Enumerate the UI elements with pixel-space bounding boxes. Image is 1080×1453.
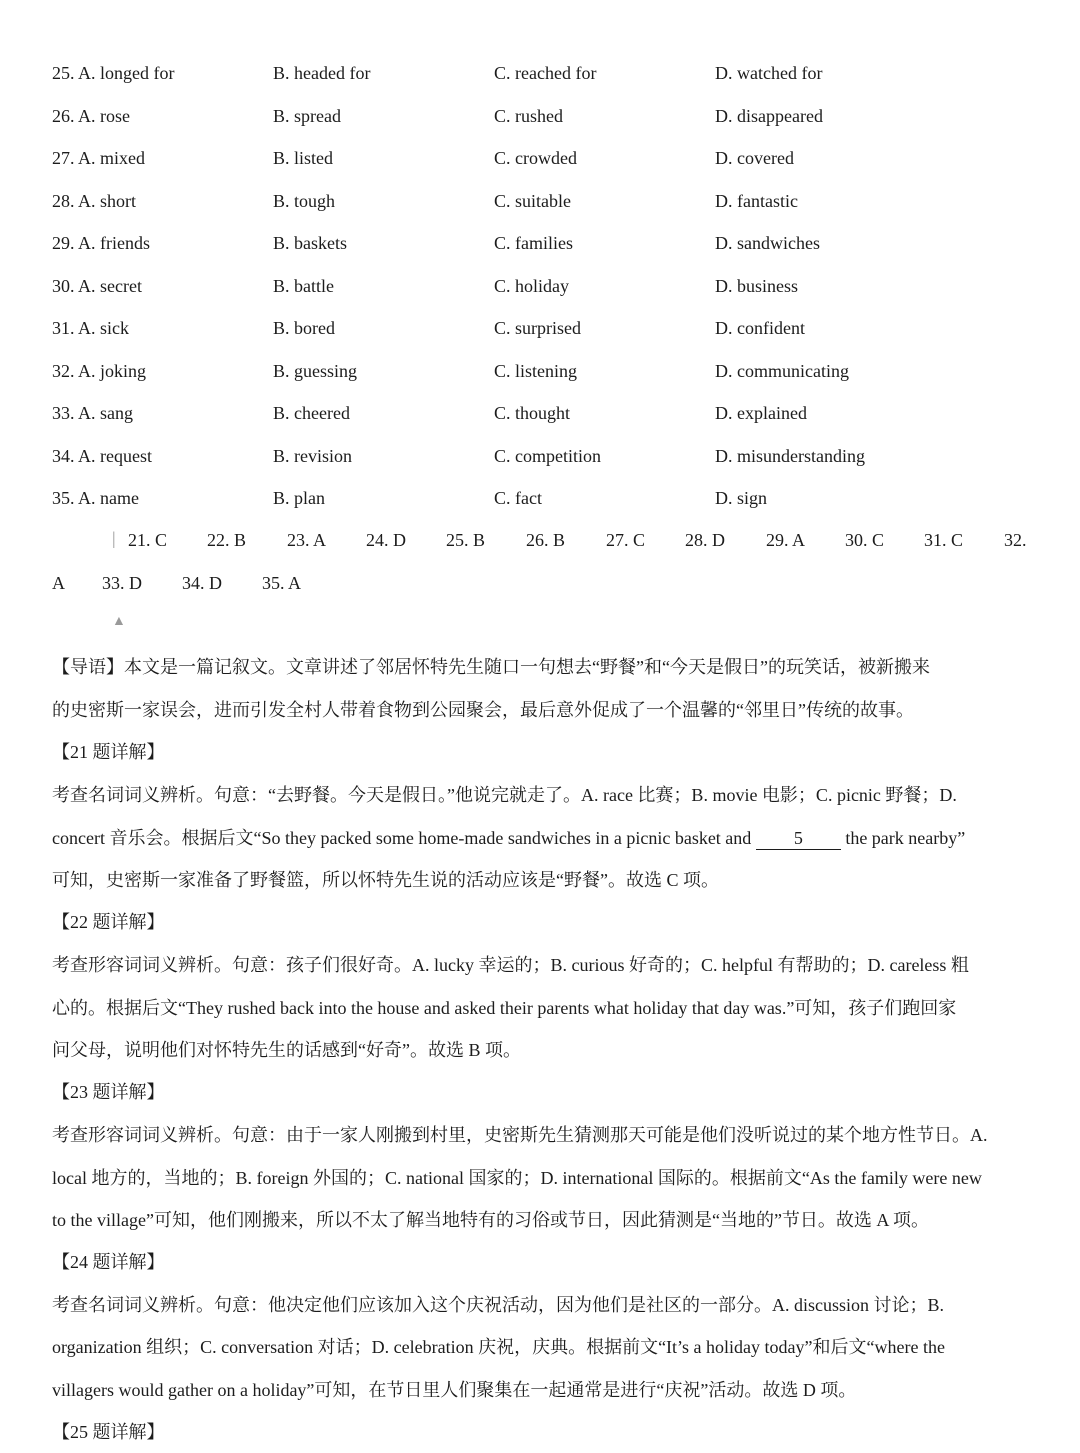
blank-field: 5 — [756, 827, 841, 850]
smudge-mark: ▲ — [112, 614, 126, 629]
option-row — [0, 308, 1080, 348]
answer: A — [52, 573, 65, 593]
q21-line-2: concert 音乐会。根据后文“So they packed some home-made sandwiches in a picnic basket and 5 the park nearby” — [52, 828, 966, 848]
q21-line-1: 考查名词词义辨析。句意：“去野餐。今天是假日。”他说完就走了。A. race 比赛；B. movie 电影；C. picnic 野餐；D. — [52, 785, 957, 805]
smudge-mark: | — [112, 528, 116, 548]
option-row — [0, 436, 1080, 476]
option-c: C. thought — [494, 403, 571, 423]
q21-line-3: 可知，史密斯一家准备了野餐篮，所以怀特先生说的活动应该是“野餐”。故选 C 项。 — [52, 870, 719, 890]
option-row — [0, 53, 1080, 93]
q23-line-1: 考查形容词词义辨析。句意：由于一家人刚搬到村里，史密斯先生猜测那天可能是他们没听说过的某个地方性节日。A. — [52, 1125, 988, 1145]
option-a: 31. A. sick — [52, 318, 130, 338]
option-row — [0, 223, 1080, 263]
q22-line-2: 心的。根据后文“They rushed back into the house and asked their parents what holiday that day was.”可知，孩子们跑回家 — [52, 998, 957, 1018]
option-d: D. fantastic — [715, 190, 798, 211]
guide-line-2: 的史密斯一家误会，进而引发全村人带着食物到公园聚会，最后意外促成了一个温馨的“邻里日”传统的故事。 — [52, 700, 914, 720]
answer: 22. B — [207, 530, 247, 550]
option-b: B. tough — [273, 190, 336, 211]
option-c: C. rushed — [494, 105, 563, 126]
option-a: 33. A. sang — [52, 403, 133, 423]
answer: 23. A — [287, 530, 327, 550]
answer-key-row-1 — [0, 520, 1080, 560]
answer-key-row-2 — [0, 563, 1080, 603]
option-b: B. cheered — [273, 403, 350, 423]
option-b: B. battle — [273, 275, 334, 296]
answer: 21. C — [128, 530, 168, 550]
option-a: 30. A. secret — [52, 275, 142, 296]
option-d: D. misunderstanding — [715, 445, 865, 466]
option-d: D. explained — [715, 403, 807, 423]
option-c: C. competition — [494, 445, 601, 466]
answer: 27. C — [606, 530, 646, 550]
option-d: D. confident — [715, 318, 805, 338]
option-b: B. bored — [273, 318, 335, 338]
option-d: D. sign — [715, 488, 768, 508]
option-c: C. fact — [494, 488, 542, 508]
guide-line-1: 【导语】本文是一篇记叙文。文章讲述了邻居怀特先生随口一句想去“野餐”和“今天是假日”的玩笑话，被新搬来 — [52, 657, 930, 677]
option-d: D. watched for — [715, 63, 823, 83]
option-row — [0, 181, 1080, 221]
option-c: C. holiday — [494, 275, 569, 296]
q23-line-3: to the village”可知，他们刚搬来，所以不太了解当地特有的习俗或节日，因此猜测是“当地的”节日。故选 A 项。 — [52, 1210, 929, 1230]
q22-line-1: 考查形容词词义辨析。句意：孩子们很好奇。A. lucky 幸运的；B. curious 好奇的；C. helpful 有帮助的；D. careless 粗 — [52, 955, 969, 975]
option-b: B. headed for — [273, 63, 371, 83]
option-c: C. crowded — [494, 148, 577, 168]
option-d: D. business — [715, 275, 799, 296]
option-b: B. guessing — [273, 360, 358, 381]
option-c: C. reached for — [494, 63, 597, 83]
option-a: 28. A. short — [52, 190, 137, 211]
option-b: B. spread — [273, 105, 341, 126]
answer: 29. A — [766, 530, 806, 550]
option-b: B. baskets — [273, 233, 347, 253]
option-c: C. suitable — [494, 190, 571, 211]
answer: 35. A — [262, 573, 302, 593]
option-b: B. plan — [273, 488, 325, 508]
q21-heading: 【21 题详解】 — [52, 742, 165, 762]
option-d: D. communicating — [715, 360, 849, 381]
option-row — [0, 393, 1080, 433]
option-a: 25. A. longed for — [52, 63, 175, 83]
answer: 28. D — [685, 530, 725, 550]
answer: 25. B — [446, 530, 486, 550]
option-row — [0, 96, 1080, 136]
answer: 33. D — [102, 573, 142, 593]
option-a: 26. A. rose — [52, 105, 130, 126]
option-a: 29. A. friends — [52, 233, 150, 253]
q22-line-3: 问父母，说明他们对怀特先生的话感到“好奇”。故选 B 项。 — [52, 1040, 521, 1060]
option-b: B. listed — [273, 148, 334, 168]
option-row — [0, 138, 1080, 178]
option-d: D. disappeared — [715, 105, 823, 126]
option-row — [0, 478, 1080, 518]
q22-heading: 【22 题详解】 — [52, 912, 165, 932]
answer: 31. C — [924, 530, 964, 550]
option-c: C. surprised — [494, 318, 581, 338]
answer: 30. C — [845, 530, 885, 550]
option-a: 34. A. request — [52, 445, 152, 466]
option-a: 35. A. name — [52, 488, 139, 508]
q23-heading: 【23 题详解】 — [52, 1082, 165, 1102]
q23-line-2: local 地方的，当地的；B. foreign 外国的；C. national 国家的；D. international 国际的。根据前文“As the family were new — [52, 1168, 982, 1188]
q24-line-3: villagers would gather on a holiday”可知，在节日里人们聚集在一起通常是进行“庆祝”活动。故选 D 项。 — [52, 1380, 857, 1400]
option-d: D. covered — [715, 148, 794, 168]
q24-line-1: 考查名词词义辨析。句意：他决定他们应该加入这个庆祝活动，因为他们是社区的一部分。A. discussion 讨论；B. — [52, 1295, 945, 1315]
option-b: B. revision — [273, 445, 352, 466]
option-d: D. sandwiches — [715, 233, 820, 253]
option-a: 32. A. joking — [52, 360, 147, 381]
q24-heading: 【24 题详解】 — [52, 1252, 165, 1272]
option-row — [0, 266, 1080, 306]
answer: 24. D — [366, 530, 406, 550]
answer: 26. B — [526, 530, 566, 550]
option-c: C. families — [494, 233, 573, 253]
q24-line-2: organization 组织；C. conversation 对话；D. celebration 庆祝，庆典。根据前文“It’s a holiday today”和后文“where the — [52, 1337, 945, 1357]
option-row — [0, 351, 1080, 391]
option-a: 27. A. mixed — [52, 148, 145, 168]
answer: 34. D — [182, 573, 222, 593]
answer: 32. — [1004, 530, 1027, 550]
option-c: C. listening — [494, 360, 578, 381]
q25-heading: 【25 题详解】 — [52, 1422, 165, 1442]
